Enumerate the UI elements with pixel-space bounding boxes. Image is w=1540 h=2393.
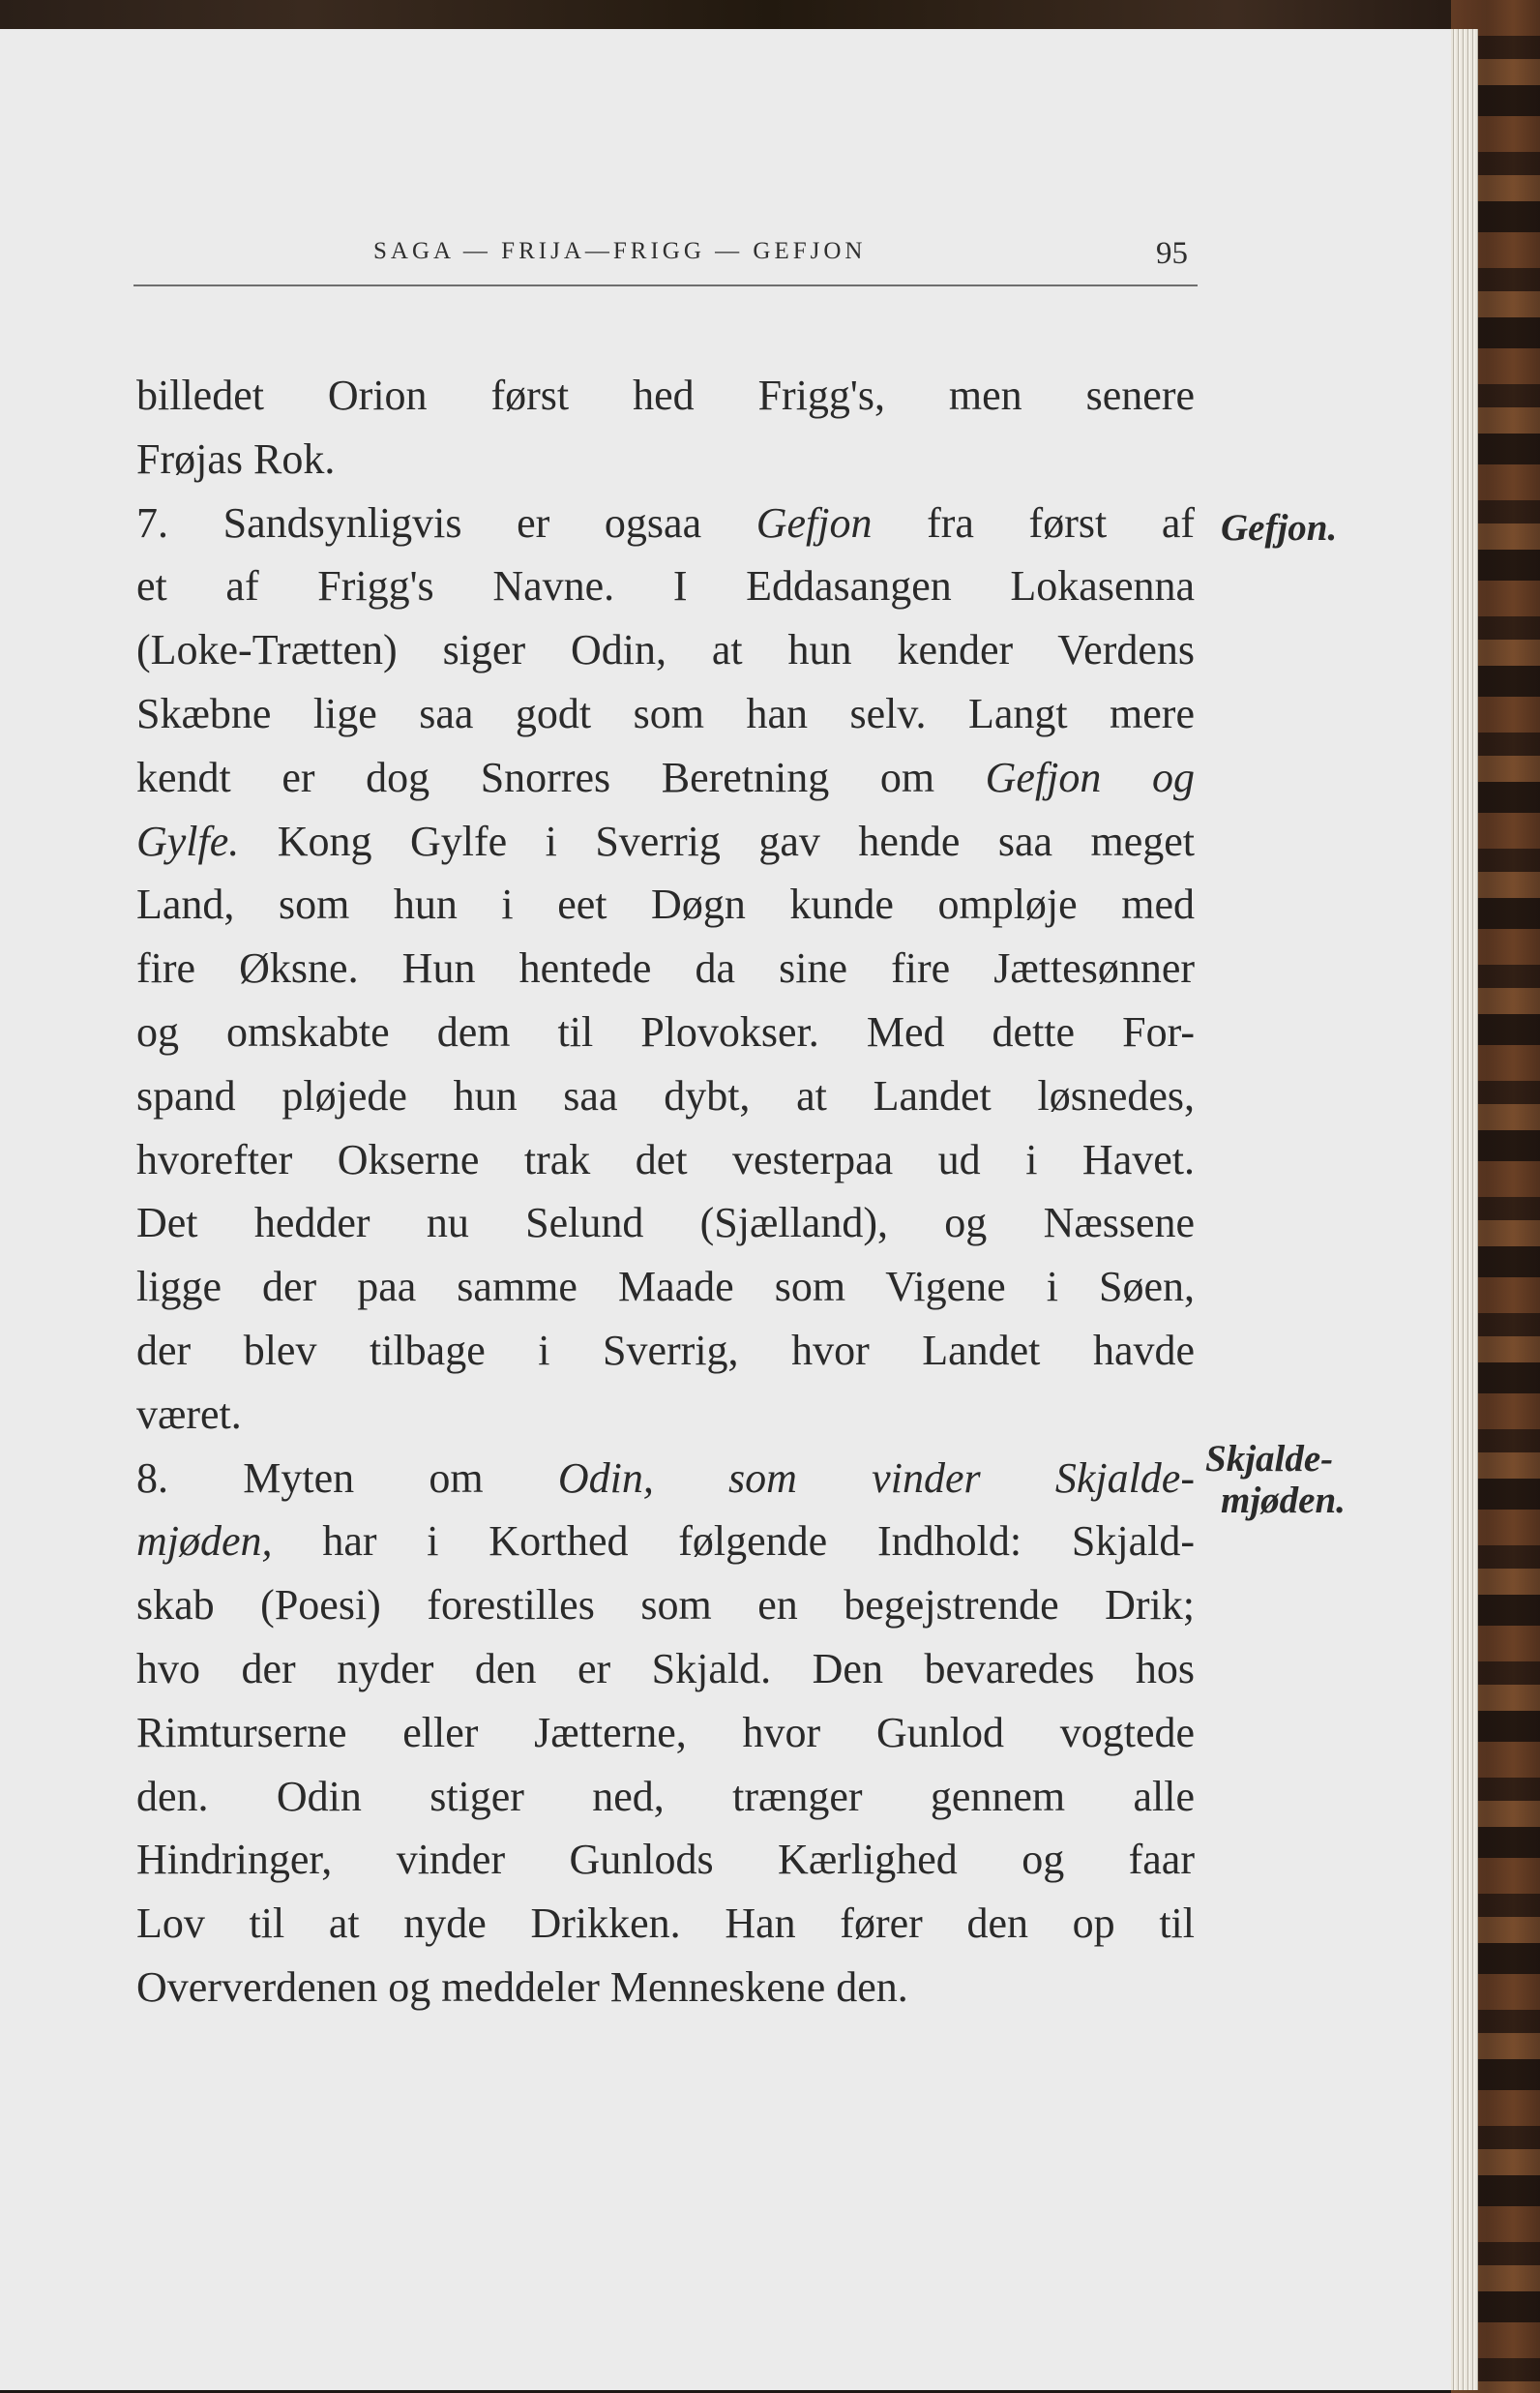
text-run: hvorefter Okserne trak det vesterpaa ud i Havet. [136,1135,1195,1183]
text-run: et af Frigg's Navne. I Eddasangen Lokasenna [136,562,1195,611]
text-line [136,1701,1195,1765]
text-line [136,492,1195,555]
running-head: SAGA — FRIJA—FRIGG — GEFJON [373,238,867,264]
text-run: 8. Myten om [136,1453,558,1502]
book-page [0,29,1461,2390]
text-line [136,1447,1195,1511]
text-run: kendt er dog Snorres Beretning om [136,753,986,801]
margin-note-gefjon: Gefjon. [1221,507,1338,549]
text-run: Oververdenen og meddeler Menneskene den. [136,1963,908,2011]
page-header [133,215,1198,273]
text-run: der blev tilbage i Sverrig, hvor Landet havde [136,1327,1195,1374]
text-line [136,1255,1195,1319]
text-run: Frøjas Rok. [136,434,336,483]
text-run: Lov til at nyde Drikken. Han fører den op til [136,1899,1195,1948]
margin-note-skjaldemjoden-2: mjøden. [1221,1480,1346,1521]
text-run: billedet Orion først hed Frigg's, men senere [136,372,1195,419]
text-run: ligge der paa samme Maade som Vigene i Søen, [136,1263,1195,1311]
text-run: fire Øksne. Hun hentede da sine fire Jættesønner [136,944,1195,993]
text-line [136,1128,1195,1192]
italic-phrase: Gefjon og [985,753,1195,801]
text-line [136,873,1195,937]
binding-top [0,0,1540,33]
text-run: (Loke-Trætten) siger Odin, at hun kender Verdens [136,626,1195,674]
text-line [136,1956,1195,2019]
text-line [136,364,1195,428]
margin-note-skjaldemjoden-1: Skjalde- [1205,1438,1334,1480]
text-line [136,428,1195,492]
page-edge [1451,29,1478,2390]
text-line [136,1573,1195,1637]
text-run: Land, som hun i eet Døgn kunde ompløje med [136,881,1195,929]
text-run: Det hedder nu Selund (Sjælland), og Næssene [136,1199,1195,1247]
text-line [136,1765,1195,1829]
text-line [136,1510,1195,1573]
text-run: spand pløjede hun saa dybt, at Landet løsnedes, [136,1071,1195,1120]
italic-phrase: Gefjon [755,498,873,547]
text-run: Kong Gylfe i Sverrig gav hende saa meget [239,817,1195,865]
text-run: 7. Sandsynligvis er ogsaa [136,498,756,547]
text-run: fra først af [872,498,1195,547]
text-run: skab (Poesi) forestilles som en begejstrende Drik; [136,1581,1195,1630]
italic-phrase: Gylfe. [136,817,240,865]
text-run: været. [136,1390,242,1438]
text-run: den. Odin stiger ned, trænger gennem alle [136,1772,1195,1820]
text-run: Rimturserne eller Jætterne, hvor Gunlod vogtede [136,1708,1195,1756]
page-number: 95 [1156,236,1188,271]
text-line [136,554,1195,618]
text-line [136,937,1195,1001]
text-line [136,1383,1195,1447]
text-line [136,1001,1195,1064]
text-line [136,1637,1195,1701]
text-line [136,1892,1195,1956]
text-run: har i Korthed følgende Indhold: Skjald- [272,1517,1195,1566]
text-line [136,1064,1195,1128]
text-line [136,618,1195,682]
text-line [136,682,1195,746]
italic-phrase: mjøden, [136,1517,273,1566]
header-rule [133,284,1198,286]
italic-phrase: Odin, som vinder Skjalde- [557,1453,1195,1502]
text-line [136,1191,1195,1255]
text-run: Hindringer, vinder Gunlods Kærlighed og faar [136,1836,1195,1884]
text-run: og omskabte dem til Plovokser. Med dette For- [136,1008,1195,1056]
text-line [136,810,1195,874]
text-line [136,1319,1195,1383]
text-run: hvo der nyder den er Skjald. Den bevaredes hos [136,1645,1195,1692]
text-line [136,746,1195,810]
text-line [136,1828,1195,1892]
text-run: Skæbne lige saa godt som han selv. Langt mere [136,690,1195,737]
